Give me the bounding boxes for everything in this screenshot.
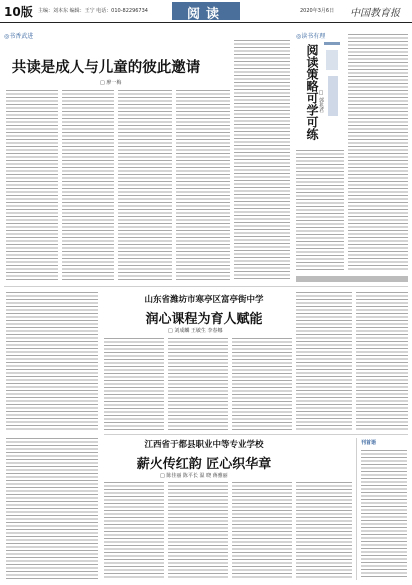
masthead-logo: 中国教育报 [350, 8, 400, 19]
editor-line: 主编：刘本东 编辑：王宁 电话：010-82296734 [38, 8, 148, 14]
column-tag: ◎书香武进 [4, 33, 34, 40]
side-column-title-text: 阅读策略可学可练 [305, 44, 319, 140]
middle-article-body-2 [168, 338, 228, 430]
right-bottom-heading: 刊首语 [361, 440, 377, 446]
right-bottom-body [361, 450, 407, 578]
left-lower-body-1 [6, 292, 98, 432]
bottom-article-author: □ 陈佳丽 陈平长 温 晓 蒋雅丽 [160, 473, 228, 479]
bottom-article-body-1 [104, 482, 164, 580]
side-column-body-2 [348, 34, 408, 270]
side-column-title [300, 44, 318, 140]
header-rule [0, 22, 412, 23]
top-article-title: 共读是成人与儿童的彼此邀请 [11, 60, 201, 76]
top-article-body-col4 [176, 90, 230, 280]
page-number: 10版 [4, 5, 33, 19]
bottom-article-title: 薪火传红韵 匠心织华章 [136, 457, 272, 472]
issue-date: 2020年3月6日 [300, 8, 335, 14]
bottom-article-body-2 [168, 482, 228, 580]
side-column-body-1 [296, 150, 344, 270]
section-title: 阅读 [186, 7, 225, 22]
middle-article-title: 润心课程为育人赋能 [145, 312, 263, 327]
side-column-tag: ◎读书有理 [296, 33, 326, 40]
page-header [0, 0, 412, 24]
middle-article-body-1 [104, 338, 164, 430]
side-credit [296, 276, 408, 282]
top-article-body-col3 [118, 90, 172, 280]
bottom-article-subtitle: 江西省于都县职业中等专业学校 [144, 440, 264, 450]
top-article-body-col2 [62, 90, 114, 280]
top-article-body-col5 [234, 40, 290, 280]
side-illustration [322, 36, 344, 136]
middle-article-author: □ 刘成麟 王敏生 李春娜 [168, 328, 223, 334]
top-article-body-col1 [6, 90, 58, 280]
middle-article-subtitle: 山东省潍坊市寒亭区富亭街中学 [144, 295, 264, 305]
bottom-article-body-3 [232, 482, 292, 580]
middle-article-body-3 [232, 338, 292, 430]
top-article-author: □ 廖一梅 [100, 80, 122, 86]
bottom-article-body-4 [296, 482, 352, 580]
side-column-author-text: □ 郭兆君 [318, 90, 324, 113]
middle-article-body-5 [356, 292, 408, 430]
right-bottom-box [356, 438, 409, 580]
middle-article-body-4 [296, 292, 352, 430]
section-divider-1 [4, 286, 408, 287]
section-divider-2 [104, 434, 408, 435]
left-lower-body-2 [6, 438, 98, 580]
